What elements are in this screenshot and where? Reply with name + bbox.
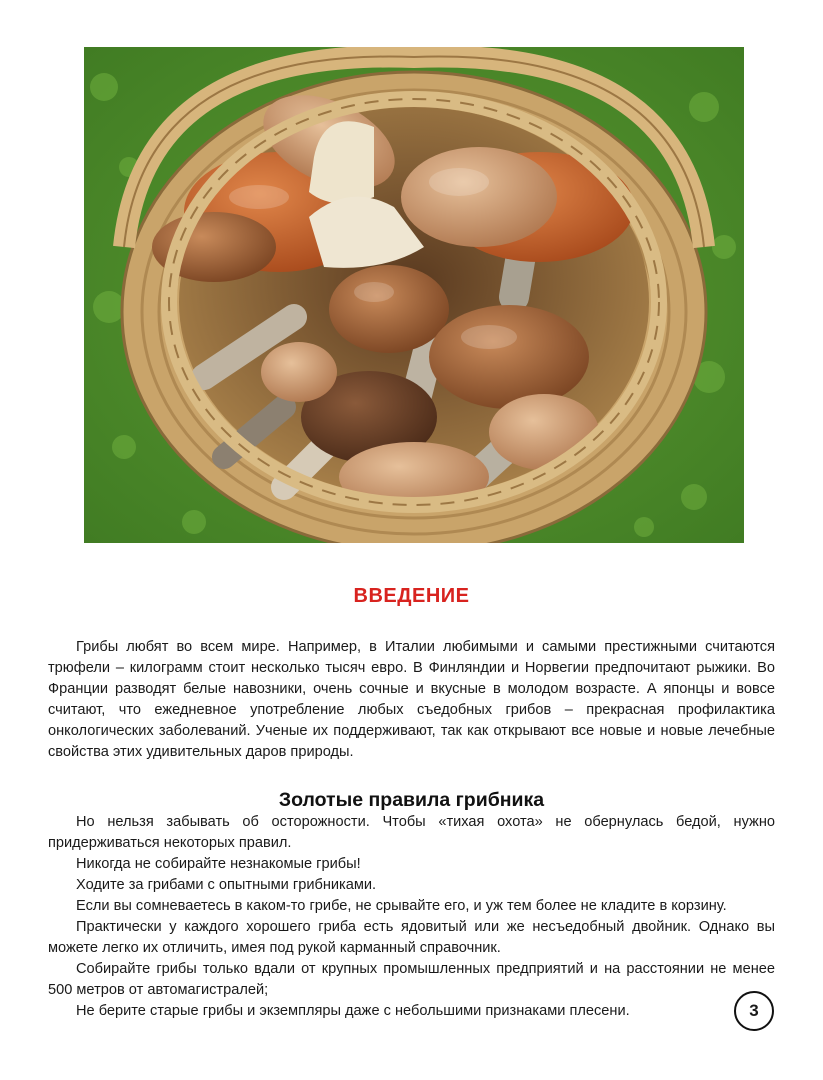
rules-paragraph: Но нельзя забывать об осторожности. Чтобы «тихая охота» не обернулась бедой, нужно придерживаться некоторых правил. (48, 814, 775, 851)
rules-paragraph: Практически у каждого хорошего гриба есть ядовитый или же несъедобный двойник. Однако вы можете легко их отличить, имея под рукой карманный справочник. (48, 919, 775, 956)
rules-title: Золотые правила грибника (278, 789, 545, 811)
mushroom-basket-photo (84, 47, 744, 543)
rules-paragraph: Если вы сомневаетесь в каком-то грибе, не срывайте его, и уж тем более не кладите в корзину. (76, 898, 727, 914)
rules-list (48, 812, 775, 1022)
rules-paragraph: Собирайте грибы только вдали от крупных промышленных предприятий и на расстоянии не менее 500 метров от автомагистралей; (48, 961, 775, 998)
intro-text (48, 637, 775, 763)
rules-paragraph: Не берите старые грибы и экземпляры даже с небольшими признаками плесени. (76, 1003, 630, 1019)
rules-paragraph: Никогда не собирайте незнакомые грибы! (76, 856, 361, 872)
intro-paragraph: Грибы любят во всем мире. Например, в Италии любимыми и самыми престижными считаются трюфели – килограмм стоит несколько тысяч евро. В Финляндии и Норвегии предпочитают рыжики. Во Франции разводят белые навозники, очень сочные и вкусные в молодом возрасте. А японцы и вовсе считают, что ежедневное употребление любых съедобных грибов – прекрасная профилактика онкологических заболеваний. Ученые их поддерживают, так как открывают все новые и новые лечебные свойства этих удивительных даров природы. (48, 639, 775, 760)
intro-heading: ВВЕДЕНИЕ (353, 585, 470, 607)
page-number: 3 (734, 991, 774, 1031)
rules-paragraph: Ходите за грибами с опытными грибниками. (76, 877, 377, 893)
